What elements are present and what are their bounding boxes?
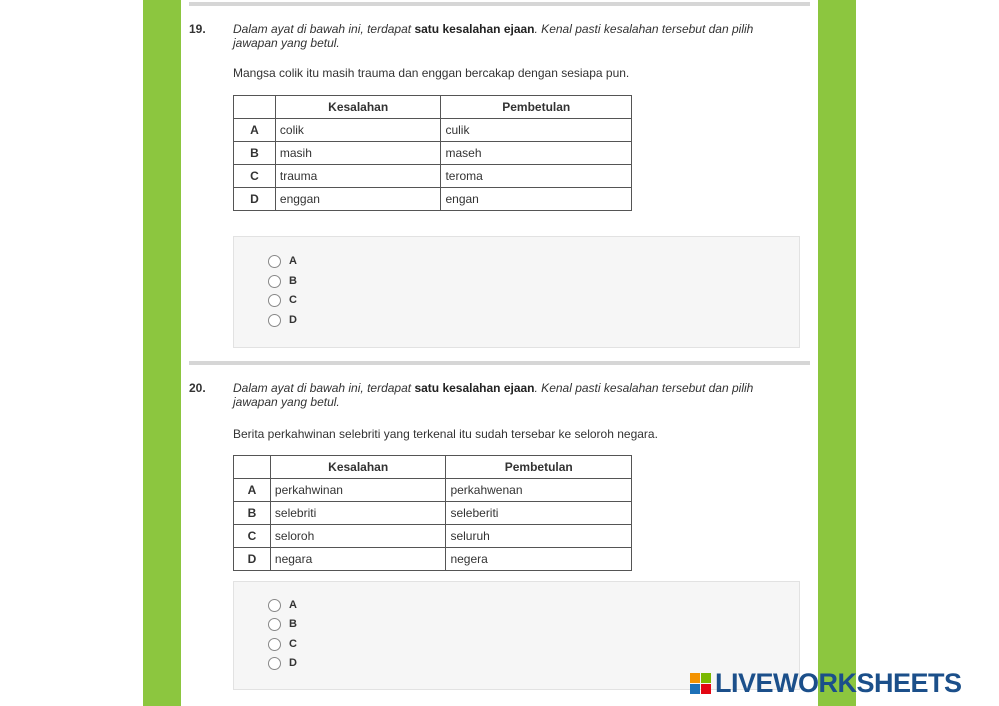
error-cell: selebriti (270, 502, 446, 525)
option-letter: C (234, 165, 276, 188)
correction-cell: maseh (441, 142, 632, 165)
correction-cell: perkahwenan (446, 479, 632, 502)
question-sentence: Mangsa colik itu masih trauma dan enggan bercakap dengan sesiapa pun. (233, 66, 630, 80)
error-table (233, 455, 632, 571)
question-number: 20. (189, 381, 206, 395)
table-row (234, 142, 632, 165)
table-header-row (234, 456, 632, 479)
liveworksheets-logo (690, 668, 962, 699)
logo-tile (690, 684, 700, 694)
option-letter: B (234, 502, 271, 525)
correction-cell: engan (441, 188, 632, 211)
error-table (233, 95, 632, 211)
option-letter: D (234, 548, 271, 571)
correction-cell: negera (446, 548, 632, 571)
choice-d[interactable]: D (268, 312, 297, 328)
table-row (234, 119, 632, 142)
logo-tile (701, 684, 711, 694)
error-cell: colik (275, 119, 441, 142)
radio-button[interactable] (268, 599, 281, 612)
question-sentence: Berita perkahwinan selebriti yang terkenal itu sudah tersebar ke seloroh negara. (233, 427, 658, 441)
answer-box (233, 236, 800, 348)
radio-button[interactable] (268, 275, 281, 288)
radio-button[interactable] (268, 255, 281, 268)
table-row (234, 188, 632, 211)
question-divider (189, 361, 810, 365)
choice-b[interactable]: B (268, 273, 297, 289)
top-divider (189, 2, 810, 6)
table-row (234, 525, 632, 548)
left-green-border (143, 0, 181, 706)
choice-a[interactable]: A (268, 253, 297, 269)
correction-cell: culik (441, 119, 632, 142)
table-row (234, 165, 632, 188)
question-instruction: Dalam ayat di bawah ini, terdapat satu kesalahan ejaan. Kenal pasti kesalahan tersebut dan pilih jawapan yang betul. (233, 381, 754, 409)
table-header-blank (234, 96, 276, 119)
correction-cell: seleberiti (446, 502, 632, 525)
logo-tile (690, 673, 700, 683)
option-letter: C (234, 525, 271, 548)
choice-b[interactable]: B (268, 616, 297, 632)
brand-icon (690, 673, 711, 694)
radio-button[interactable] (268, 294, 281, 307)
radio-button[interactable] (268, 657, 281, 670)
option-letter: A (234, 119, 276, 142)
table-header: Pembetulan (446, 456, 632, 479)
radio-button[interactable] (268, 618, 281, 631)
correction-cell: seluruh (446, 525, 632, 548)
choice-a[interactable]: A (268, 597, 297, 613)
error-cell: perkahwinan (270, 479, 446, 502)
table-header: Kesalahan (275, 96, 441, 119)
table-row (234, 548, 632, 571)
table-row (234, 479, 632, 502)
correction-cell: teroma (441, 165, 632, 188)
radio-button[interactable] (268, 314, 281, 327)
table-header-blank (234, 456, 271, 479)
table-header: Kesalahan (270, 456, 446, 479)
table-header-row (234, 96, 632, 119)
brand-name: LIVEWORKSHEETS (715, 668, 962, 698)
question-number: 19. (189, 22, 206, 36)
error-cell: negara (270, 548, 446, 571)
table-row (234, 502, 632, 525)
option-letter: B (234, 142, 276, 165)
right-green-border (818, 0, 856, 706)
error-cell: enggan (275, 188, 441, 211)
error-cell: trauma (275, 165, 441, 188)
choice-d[interactable]: D (268, 655, 297, 671)
error-cell: masih (275, 142, 441, 165)
choice-c[interactable]: C (268, 636, 297, 652)
logo-tile (701, 673, 711, 683)
option-letter: A (234, 479, 271, 502)
choice-c[interactable]: C (268, 292, 297, 308)
table-header: Pembetulan (441, 96, 632, 119)
question-instruction: Dalam ayat di bawah ini, terdapat satu kesalahan ejaan. Kenal pasti kesalahan tersebut dan pilih jawapan yang betul. (233, 22, 754, 50)
radio-button[interactable] (268, 638, 281, 651)
option-letter: D (234, 188, 276, 211)
error-cell: seloroh (270, 525, 446, 548)
